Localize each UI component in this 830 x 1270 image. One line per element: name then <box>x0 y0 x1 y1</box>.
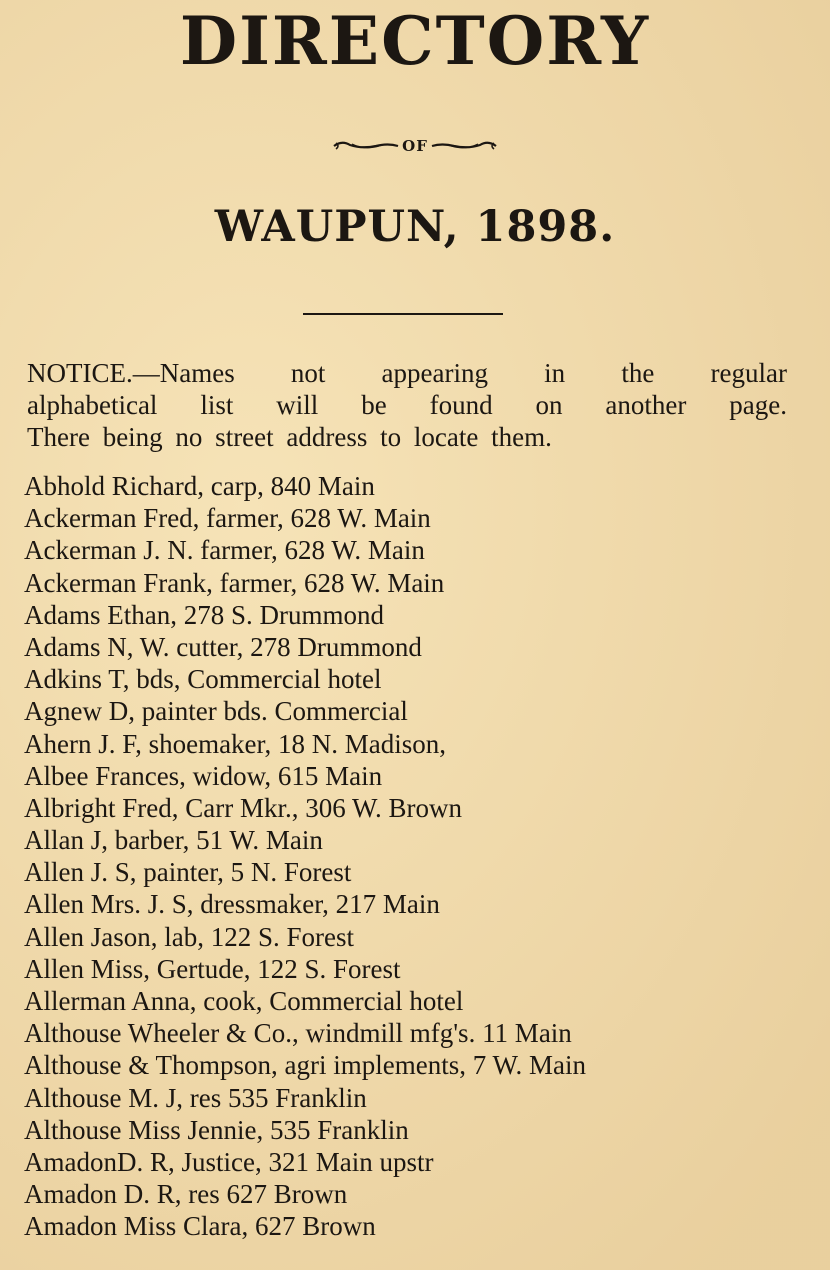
directory-entry: Allan J, barber, 51 W. Main <box>24 825 323 856</box>
directory-entry: Althouse Miss Jennie, 535 Franklin <box>24 1114 409 1145</box>
directory-entry: Abhold Richard, carp, 840 Main <box>24 471 375 501</box>
page-subtitle: WAUPUN, 1898. <box>214 202 616 252</box>
directory-entry: Allen J. S, painter, 5 N. Forest <box>24 857 352 888</box>
directory-entry: Ackerman Fred, farmer, 628 W. Main <box>24 503 431 534</box>
directory-entry: Amadon D. R, res 627 Brown <box>24 1179 348 1210</box>
directory-entry: Althouse M. J, res 535 Franklin <box>24 1082 367 1113</box>
directory-list <box>24 470 824 1243</box>
directory-entry: Althouse Wheeler & Co., windmill mfg's. 11 Main <box>24 1018 572 1049</box>
directory-entry: Albee Frances, widow, 615 Main <box>24 760 383 791</box>
directory-entry: Agnew D, painter bds. Commercial <box>24 696 408 727</box>
directory-entry: Allen Mrs. J. S, dressmaker, 217 Main <box>24 889 440 920</box>
directory-entry: AmadonD. R, Justice, 321 Main upstr <box>24 1146 434 1177</box>
directory-entry: Ahern J. F, shoemaker, 18 N. Madison, <box>24 728 446 759</box>
page-title: DIRECTORY <box>179 2 651 80</box>
directory-entry: Adkins T, bds, Commercial hotel <box>24 664 382 695</box>
right-flourish-icon <box>430 139 498 153</box>
notice-line: alphabetical list will be found on another page. <box>27 390 787 420</box>
directory-entry: Adams N, W. cutter, 278 Drummond <box>24 631 422 662</box>
notice-paragraph <box>27 357 787 453</box>
directory-entry: Ackerman J. N. farmer, 628 W. Main <box>24 535 425 566</box>
directory-entry: Amadon Miss Clara, 627 Brown <box>24 1211 376 1242</box>
of-label: OF <box>402 137 428 155</box>
left-flourish-icon <box>332 139 400 153</box>
directory-entry: Adams Ethan, 278 S. Drummond <box>24 599 384 630</box>
divider <box>303 313 503 315</box>
directory-entry: Allen Miss, Gertude, 122 S. Forest <box>24 953 401 984</box>
directory-entry: Albright Fred, Carr Mkr., 306 W. Brown <box>24 792 462 823</box>
directory-entry: Allerman Anna, cook, Commercial hotel <box>24 986 464 1016</box>
notice-line: There being no street address to locate them. <box>27 422 552 452</box>
notice-line: NOTICE.—Names not appearing in the regular <box>27 358 787 388</box>
of-ornament <box>0 134 830 158</box>
directory-entry: Althouse & Thompson, agri implements, 7 W. Main <box>24 1050 586 1081</box>
directory-entry: Allen Jason, lab, 122 S. Forest <box>24 921 354 952</box>
directory-entry: Ackerman Frank, farmer, 628 W. Main <box>24 567 445 598</box>
